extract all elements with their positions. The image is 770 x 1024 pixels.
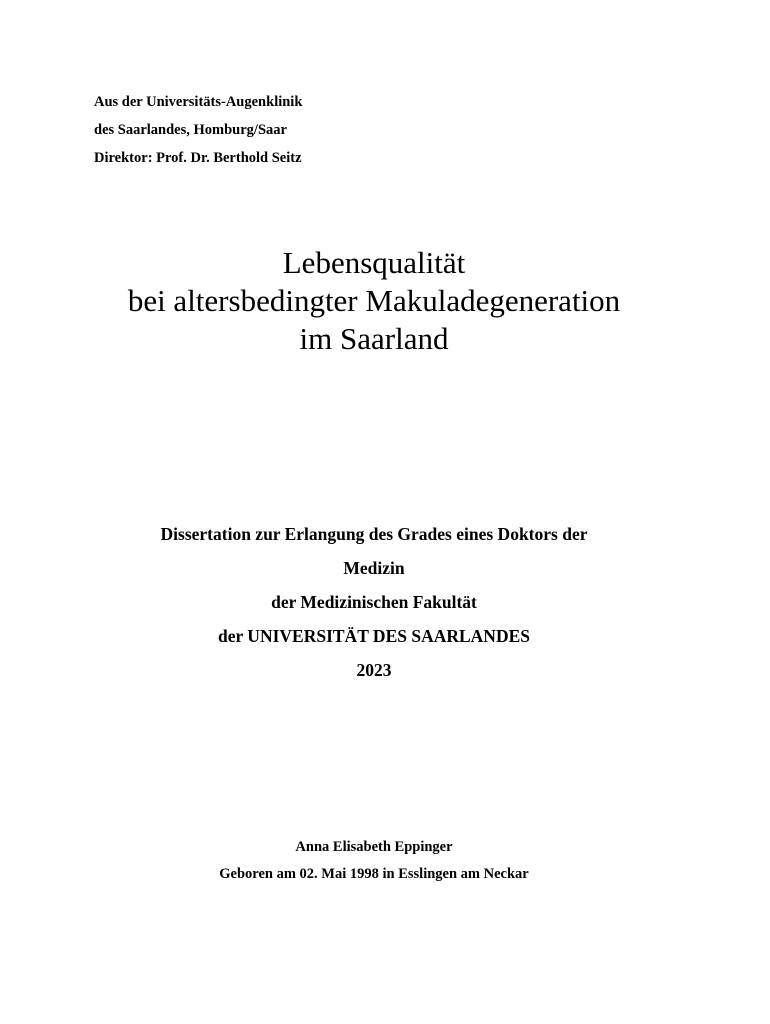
institution-header <box>94 88 302 172</box>
dissertation-statement <box>0 517 748 687</box>
dissertation-line-2: Medizin <box>343 558 405 578</box>
title-line-2: bei altersbedingter Makuladegeneration <box>127 283 621 318</box>
title-line-3: im Saarland <box>299 321 449 356</box>
dissertation-faculty: der Medizinischen Fakultät <box>271 592 477 612</box>
author-birth: Geboren am 02. Mai 1998 in Esslingen am Neckar <box>219 866 529 882</box>
author-name: Anna Elisabeth Eppinger <box>295 839 453 855</box>
thesis-title <box>0 244 748 358</box>
title-line-1: Lebensqualität <box>282 245 466 280</box>
dissertation-year: 2023 <box>356 660 392 680</box>
author-block <box>0 834 748 888</box>
institution-director: Direktor: Prof. Dr. Berthold Seitz <box>94 150 302 166</box>
dissertation-university: der UNIVERSITÄT DES SAARLANDES <box>217 626 530 646</box>
institution-location: des Saarlandes, Homburg/Saar <box>94 122 287 138</box>
dissertation-line-1: Dissertation zur Erlangung des Grades eines Doktors der <box>160 524 588 544</box>
institution-clinic: Aus der Universitäts-Augenklinik <box>94 94 303 110</box>
